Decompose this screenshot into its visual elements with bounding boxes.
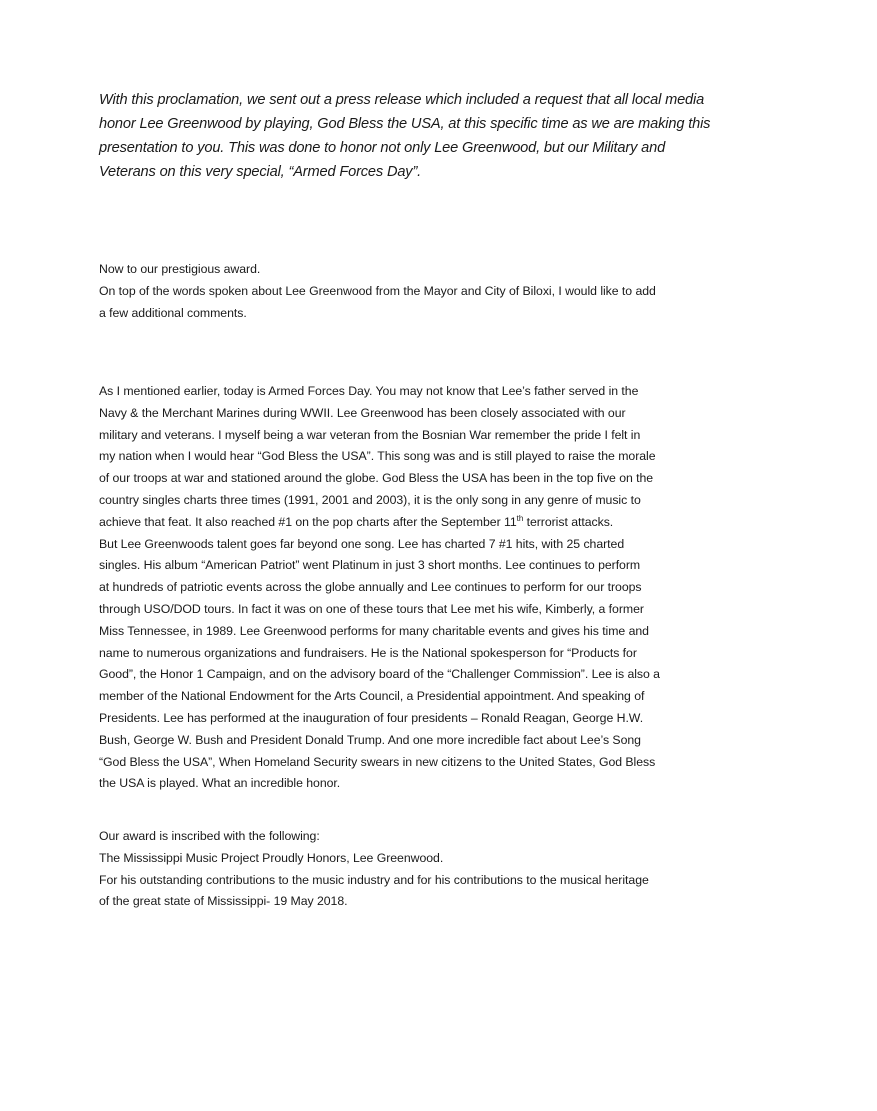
story-line-6: country singles charts three times (1991, 2001 and 2003), it is the only song in any genre of music to <box>99 492 641 507</box>
inscription-line-2: The Mississippi Music Project Proudly Honors, Lee Greenwood. <box>99 850 444 865</box>
inscription-line-4: of the great state of Mississippi- 19 May 2018. <box>99 894 348 909</box>
story-line-14: Good”, the Honor 1 Campaign, and on the advisory board of the “Challenger Commission”. Lee is also a <box>99 667 660 682</box>
story-line-8: But Lee Greenwoods talent goes far beyond one song. Lee has charted 7 #1 hits, with 25 charted <box>99 536 625 551</box>
award-intro-line-2: On top of the words spoken about Lee Greenwood from the Mayor and City of Biloxi, I would like to add <box>99 283 656 298</box>
story-line-11: through USO/DOD tours. In fact it was on one of these tours that Lee met his wife, Kimberly, a former <box>99 601 644 616</box>
main-story-paragraph <box>99 381 660 795</box>
intro-line-3: presentation to you. This was done to honor not only Lee Greenwood, but our Military and <box>99 140 666 156</box>
intro-line-4: Veterans on this very special, “Armed Forces Day”. <box>99 164 422 180</box>
ordinal-superscript: th <box>516 513 524 523</box>
story-line-12: Miss Tennessee, in 1989. Lee Greenwood performs for many charitable events and gives his time and <box>99 623 649 638</box>
intro-paragraph <box>99 88 710 184</box>
story-line-17: Bush, George W. Bush and President Donald Trump. And one more incredible fact about Lee’s Song <box>99 732 641 747</box>
story-line-15: member of the National Endowment for the Arts Council, a Presidential appointment. And speaking of <box>99 689 645 704</box>
story-line-7 <box>99 512 660 534</box>
story-line-7-tail: terrorist attacks. <box>523 514 614 529</box>
story-line-16: Presidents. Lee has performed at the inauguration of four presidents – Ronald Reagan, George H.W. <box>99 710 644 725</box>
story-line-19: the USA is played. What an incredible honor. <box>99 776 341 791</box>
intro-line-1: With this proclamation, we sent out a press release which included a request that all local media <box>99 92 705 108</box>
story-line-5: of our troops at war and stationed around the globe. God Bless the USA has been in the top five on the <box>99 471 654 486</box>
story-line-10: at hundreds of patriotic events across the globe annually and Lee continues to perform for our troops <box>99 580 642 595</box>
story-line-2: Navy & the Merchant Marines during WWII. Lee Greenwood has been closely associated with our <box>99 405 626 420</box>
story-line-13: name to numerous organizations and fundraisers. He is the National spokesperson for “Products for <box>99 645 637 660</box>
inscription-line-3: For his outstanding contributions to the music industry and for his contributions to the musical heritage <box>99 872 649 887</box>
story-line-3: military and veterans. I myself being a war veteran from the Bosnian War remember the pride I felt in <box>99 427 641 442</box>
inscription-line-1: Our award is inscribed with the following: <box>99 829 320 843</box>
award-intro-paragraph <box>99 259 656 324</box>
inscription-paragraph <box>99 826 649 913</box>
story-line-7-text: achieve that feat. It also reached #1 on the pop charts after the September 11 <box>99 514 517 529</box>
award-intro-line-3: a few additional comments. <box>99 305 247 320</box>
story-line-1: As I mentioned earlier, today is Armed Forces Day. You may not know that Lee’s father served in the <box>99 384 639 398</box>
intro-line-2: honor Lee Greenwood by playing, God Bless the USA, at this specific time as we are making this <box>99 116 711 132</box>
story-line-18: “God Bless the USA”, When Homeland Security swears in new citizens to the United States, God Bless <box>99 754 656 769</box>
story-line-4: my nation when I would hear “God Bless the USA”. This song was and is still played to raise the morale <box>99 449 656 464</box>
award-intro-line-1: Now to our prestigious award. <box>99 262 261 276</box>
story-line-9: singles. His album “American Patriot” went Platinum in just 3 short months. Lee continues to perform <box>99 558 641 573</box>
